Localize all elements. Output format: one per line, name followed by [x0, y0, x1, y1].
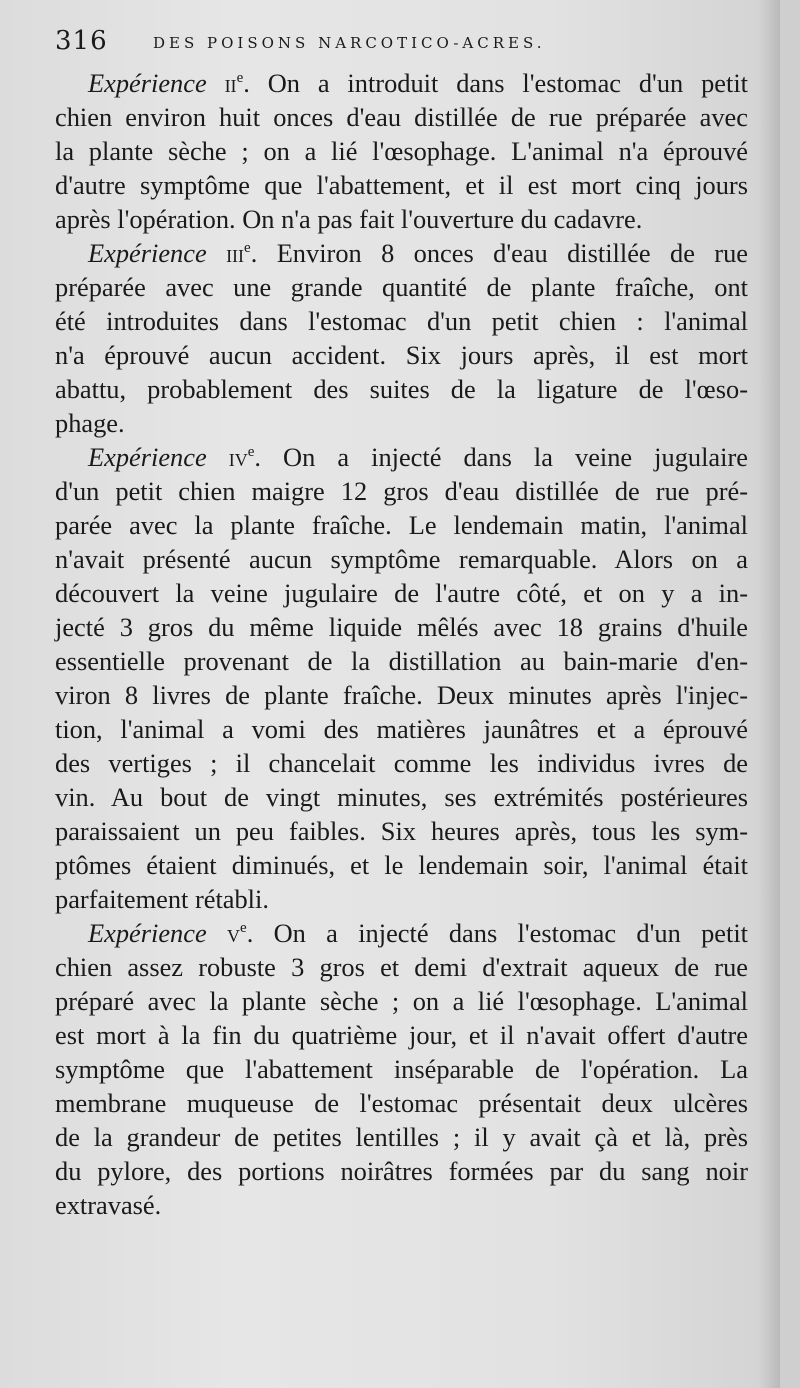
experiment-numeral: iv	[228, 442, 248, 472]
experiment-label: Expérience	[88, 918, 207, 948]
body-text	[55, 66, 748, 1222]
text-line	[55, 916, 748, 950]
text-line	[55, 236, 748, 270]
text-line: symptôme que l'abattement inséparable de l'opération. La	[55, 1054, 748, 1084]
experiment-paragraph	[55, 440, 748, 916]
text-line: phage.	[55, 408, 125, 438]
text-line: jecté 3 gros du même liquide mêlés avec 18 grains d'huile	[55, 612, 748, 642]
text-line: du pylore, des portions noirâtres formées par du sang noir	[55, 1156, 748, 1186]
text-line: la plante sèche ; on a lié l'œsophage. L'animal n'a éprouvé	[55, 136, 748, 166]
page-header	[55, 22, 740, 66]
text-line: abattu, probablement des suites de la ligature de l'œso-	[55, 374, 748, 404]
text-line: vin. Au bout de vingt minutes, ses extrémités postérieures	[55, 782, 748, 812]
line-text: . On a injecté dans l'estomac d'un petit	[246, 918, 748, 948]
experiment-paragraph	[55, 236, 748, 440]
experiment-paragraph	[55, 916, 748, 1222]
text-line: essentielle provenant de la distillation au bain-marie d'en-	[55, 646, 748, 676]
experiment-label: Expérience	[88, 442, 207, 472]
text-line: ptômes étaient diminués, et le lendemain soir, l'animal était	[55, 850, 748, 880]
experiment-numeral: v	[227, 918, 241, 948]
text-line: n'a éprouvé aucun accident. Six jours après, il est mort	[55, 340, 748, 370]
line-text: . Environ 8 onces d'eau distillée de rue	[250, 238, 748, 268]
experiment-label: Expérience	[88, 68, 207, 98]
experiment-paragraph	[55, 66, 748, 236]
text-line: été introduites dans l'estomac d'un petit chien : l'animal	[55, 306, 748, 336]
experiment-label: Expérience	[88, 238, 207, 268]
text-line: n'avait présenté aucun symptôme remarquable. Alors on a	[55, 544, 748, 574]
text-line: d'autre symptôme que l'abattement, et il est mort cinq jours	[55, 170, 748, 200]
experiment-numeral-suffix: e	[236, 70, 244, 87]
text-line: préparée avec une grande quantité de plante fraîche, ont	[55, 272, 748, 302]
text-line: chien assez robuste 3 gros et demi d'extrait aqueux de rue	[55, 952, 748, 982]
experiment-numeral-suffix: e	[240, 920, 247, 937]
running-head: DES POISONS NARCOTICO-ACRES.	[153, 34, 546, 52]
text-line: découvert la veine jugulaire de l'autre côté, et on y a in-	[55, 578, 748, 608]
text-line	[55, 440, 748, 474]
text-line: tion, l'animal a vomi des matières jaunâtres et a éprouvé	[55, 714, 748, 744]
text-line: d'un petit chien maigre 12 gros d'eau distillée de rue pré-	[55, 476, 748, 506]
line-text: . On a injecté dans la veine jugulaire	[254, 442, 748, 472]
page-number: 316	[55, 26, 108, 56]
text-line: paraissaient un peu faibles. Six heures après, tous les sym-	[55, 816, 748, 846]
line-text: . On a introduit dans l'estomac d'un petit	[243, 68, 748, 98]
text-line: est mort à la fin du quatrième jour, et il n'avait offert d'autre	[55, 1020, 748, 1050]
text-line: viron 8 livres de plante fraîche. Deux minutes après l'injec-	[55, 680, 748, 710]
text-line: parfaitement rétabli.	[55, 884, 269, 914]
text-line: après l'opération. On n'a pas fait l'ouverture du cadavre.	[55, 204, 643, 234]
experiment-numeral: ii	[224, 68, 237, 98]
experiment-numeral-suffix: e	[244, 240, 251, 257]
text-line: des vertiges ; il chancelait comme les individus ivres de	[55, 748, 748, 778]
text-line: de la grandeur de petites lentilles ; il y avait çà et là, près	[55, 1122, 748, 1152]
experiment-numeral: iii	[226, 238, 245, 268]
experiment-numeral-suffix: e	[247, 444, 255, 461]
text-line: chien environ huit onces d'eau distillée de rue préparée avec	[55, 102, 748, 132]
text-line: préparé avec la plante sèche ; on a lié l'œsophage. L'animal	[55, 986, 748, 1016]
text-line: membrane muqueuse de l'estomac présentait deux ulcères	[55, 1088, 748, 1118]
text-line: parée avec la plante fraîche. Le lendemain matin, l'animal	[55, 510, 748, 540]
text-line: extravasé.	[55, 1190, 162, 1220]
text-line	[55, 66, 748, 100]
